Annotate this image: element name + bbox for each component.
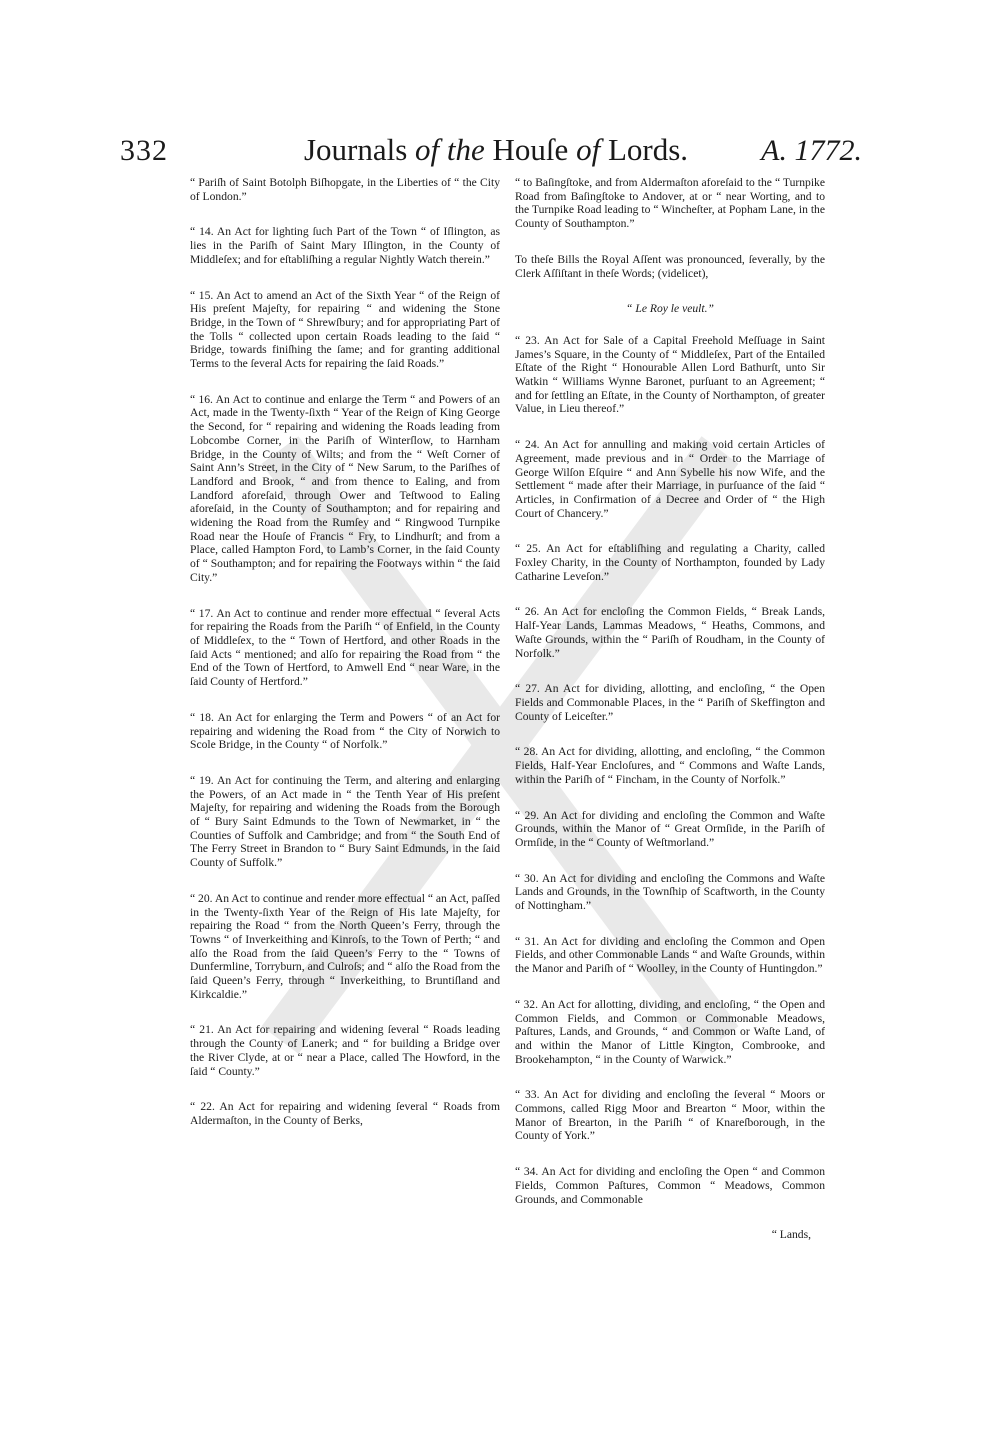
catchword: “ Lands, [771,1228,811,1242]
act-paragraph: “ 33. An Act for dividing and encloſing the ſeveral “ Moors or Commons, called Rigg Moor and Brearton “ Moor, within the Manor of Brearton, in the Pariſh “ of Knareſborough, in the County of York.” [515,1088,825,1143]
act-paragraph: “ 20. An Act to continue and render more effectual “ an Act, paſſed in the Twenty-ſixth Year of the Reign of His late Majeſty, for repairing the Road “ from the North Queen’s Ferry, through the Towns “ of Inverkeithing and Kinroſs, to the Town of Perth; “ and alſo the Road from the ſaid Queen’s Ferry to the “ Towns of Dunfermline, Torryburn, and Culroſs; and “ alſo the Road from the ſaid Queen’s Ferry, through “ Inverkeithing, to Bruntiſland and Kirkcaldie.” [190,891,500,1001]
act-paragraph: “ 32. An Act for allotting, dividing, and encloſing, “ the Open and Common Fields, and Common or Commonable Meadows, Paſtures, Lands, and Grounds, “ and Common or Waſte Land, of and within the Manor of Little Kington, Combrooke, and Brookehampton, “ in the County of Warwick.” [515,997,825,1066]
act-paragraph: To theſe Bills the Royal Aſſent was pronounced, ſeverally, by the Clerk Aſſiſtant in theſe Words; (videlicet), [515,252,825,280]
title-of-the: of the [415,132,485,167]
title-lords: Lords. [600,132,689,167]
right-column [515,176,825,1264]
act-paragraph: “ 23. An Act for Sale of a Capital Freehold Meſſuage in Saint James’s Square, in the County of “ Middleſex, Part of the Entailed Eſtate of the Right “ Honourable Allen Lord Bathurſt, unto Sir Watkin “ Williams Wynne Baronet, purſuant to an Agreement; “ and for ſettling an Eſtate, in the County of Northampton, of greater Value, in Lieu thereof.” [515,333,825,416]
act-paragraph: “ 27. An Act for dividing, allotting, and encloſing, “ the Open Fields and Commonable Places, in the “ Pariſh of Skeffington and County of Leiceſter.” [515,682,825,723]
act-paragraph: “ 18. An Act for enlarging the Term and Powers “ of an Act for repairing and widening the Road from “ the City of Norwich to Scole Bridge, in the County “ of Norfolk.” [190,710,500,752]
royal-assent-formula: “ Le Roy le veult.” [626,302,714,316]
act-paragraph: “ 26. An Act for encloſing the Common Fields, “ Break Lands, Half-Year Lands, Lammas Meadows, “ Heaths, Commons, and Waſte Grounds, within the “ Pariſh of Roudham, in the County of Norfolk.” [515,605,825,660]
left-column [190,176,500,1150]
act-paragraph: “ 15. An Act to amend an Act of the Sixth Year “ of the Reign of His preſent Majeſty, for repairing “ and widening the Stone Bridge, in the Town of “ Shrewſbury; and for appropriating Part of the Tolls “ collected upon certain Roads leading to the ſaid “ Bridge, towards finiſhing the ſame; and for granting additional Terms to the ſeveral Acts for repairing the ſaid Roads.” [190,288,500,371]
act-paragraph: “ 22. An Act for repairing and widening ſeveral “ Roads from Aldermaſton, in the County of Berks, [190,1100,500,1127]
act-paragraph: “ 19. An Act for continuing the Term, and altering and enlarging the Powers, of an Act made in “ the Tenth Year of His preſent Majeſty, for repairing and widening the Roads from the Borough of “ Bury Saint Edmunds to the Town of Newmarket, in “ the Counties of Suffolk and Cambridge; and from “ the South End of The Ferry Street in Brandon to “ Bury Saint Edmunds, in the ſaid County of Suffolk.” [190,773,500,870]
act-paragraph: “ 17. An Act to continue and render more effectual “ ſeveral Acts for repairing the Roads from the Pariſh “ of Enfield, in the County of Middleſex, to the “ Town of Hertford, and other Roads in the ſaid Acts “ mentioned; and alſo for repairing the Road from “ the End of the Town of Hertford, to Amwell End “ near Ware, in the ſaid County of Hertford.” [190,606,500,689]
year-marker: A. 1772. [761,134,862,167]
act-paragraph: “ 14. An Act for lighting ſuch Part of the Town “ of Iſlington, as lies in the Pariſh of Saint Mary Iſlington, in the County of Middleſex; and for eſtabliſhing a regular Nightly Watch therein.” [190,225,500,266]
act-paragraph: “ 16. An Act to continue and enlarge the Term “ and Powers of an Act, made in the Twenty-ſixth “ Year of the Reign of King George the Second, for “ repairing and widening the Roads leading from Lobcombe Corner, in the Pariſh of Winterſlow, to Harnham Bridge, in the County of Wilts; and from the “ Weſt Corner of Saint Ann’s Street, in the City of “ New Sarum, to the Pariſhes of Landford and Brook, “ and from thence to Ealing, and from Landford aforeſaid, through Ower and Teſtwood to Ealing aforeſaid, in the County of Southampton; and for repairing and widening the Road from the Rumſey and “ Ringwood Turnpike Road near the Houſe of Francis “ Fry, to Lindhurſt; and from a Place, called Hampton Ford, to Lamb’s Corner, in the ſaid County of “ Southampton; and for repairing the Footways within “ the ſaid City.” [190,392,500,584]
act-paragraph: “ 28. An Act for dividing, allotting, and encloſing, “ the Common Fields, Half-Year Encloſures, and “ Commons and Waſte Lands, within the Pariſh of “ Fincham, in the County of Norfolk.” [515,745,825,786]
page-header [0,120,992,180]
act-paragraph: “ 34. An Act for dividing and encloſing the Open “ and Common Fields, Common Paſtures, Common “ Meadows, Common Grounds, and Commonable [515,1165,825,1206]
title-journals: Journals [303,132,416,167]
act-paragraph: “ Pariſh of Saint Botolph Biſhopgate, in the Liberties of “ the City of London.” [190,176,500,203]
title-house: Houſe [484,132,577,167]
act-paragraph: “ 21. An Act for repairing and widening ſeveral “ Roads leading through the County of Lanerk; and “ for building a Bridge over the River Clyde, at or “ near a Place, called The Howford, in the ſaid “ County.” [190,1023,500,1078]
act-paragraph: “ to Baſingſtoke, and from Aldermaſton aforeſaid to the “ Turnpike Road from Baſingſtoke to Andover, at or “ near Worting, and to the Turnpike Road leading to “ Wincheſter, at Popham Lane, in the County of Southampton.” [515,176,825,231]
title-of: of [576,132,601,167]
page-number: 332 [120,134,168,167]
act-paragraph: “ 31. An Act for dividing and encloſing the Common and Open Fields, and other Commonable Lands “ and Waſte Grounds, within the Manor and Pariſh of “ Woolley, in the County of Huntingdon.” [515,934,825,976]
act-paragraph: “ 30. An Act for dividing and encloſing the Commons and Waſte Lands and Grounds, in the Townſhip of Scaftworth, in the County of Nottingham.” [515,871,825,913]
act-paragraph: “ 25. An Act for eſtabliſhing and regulating a Charity, called Foxley Charity, in the County of Northampton, founded by Lady Catharine Leveſon.” [515,542,825,583]
act-paragraph: “ 24. An Act for annulling and making void certain Articles of Agreement, made previous and in “ Order to the Marriage of George Wilſon Eſquire “ and Ann Sybelle his now Wife, and the Settlement “ made after their Marriage, in purſuance of the ſaid “ Articles, in Confirmation of a Decree and Order of “ the High Court of Chancery.” [515,438,825,520]
act-paragraph: “ 29. An Act for dividing and encloſing the Common and Waſte Grounds, within the Manor of “ Great Ormſide, in the Pariſh of Ormſide, in the “ County of Weſtmorland.” [515,808,825,849]
